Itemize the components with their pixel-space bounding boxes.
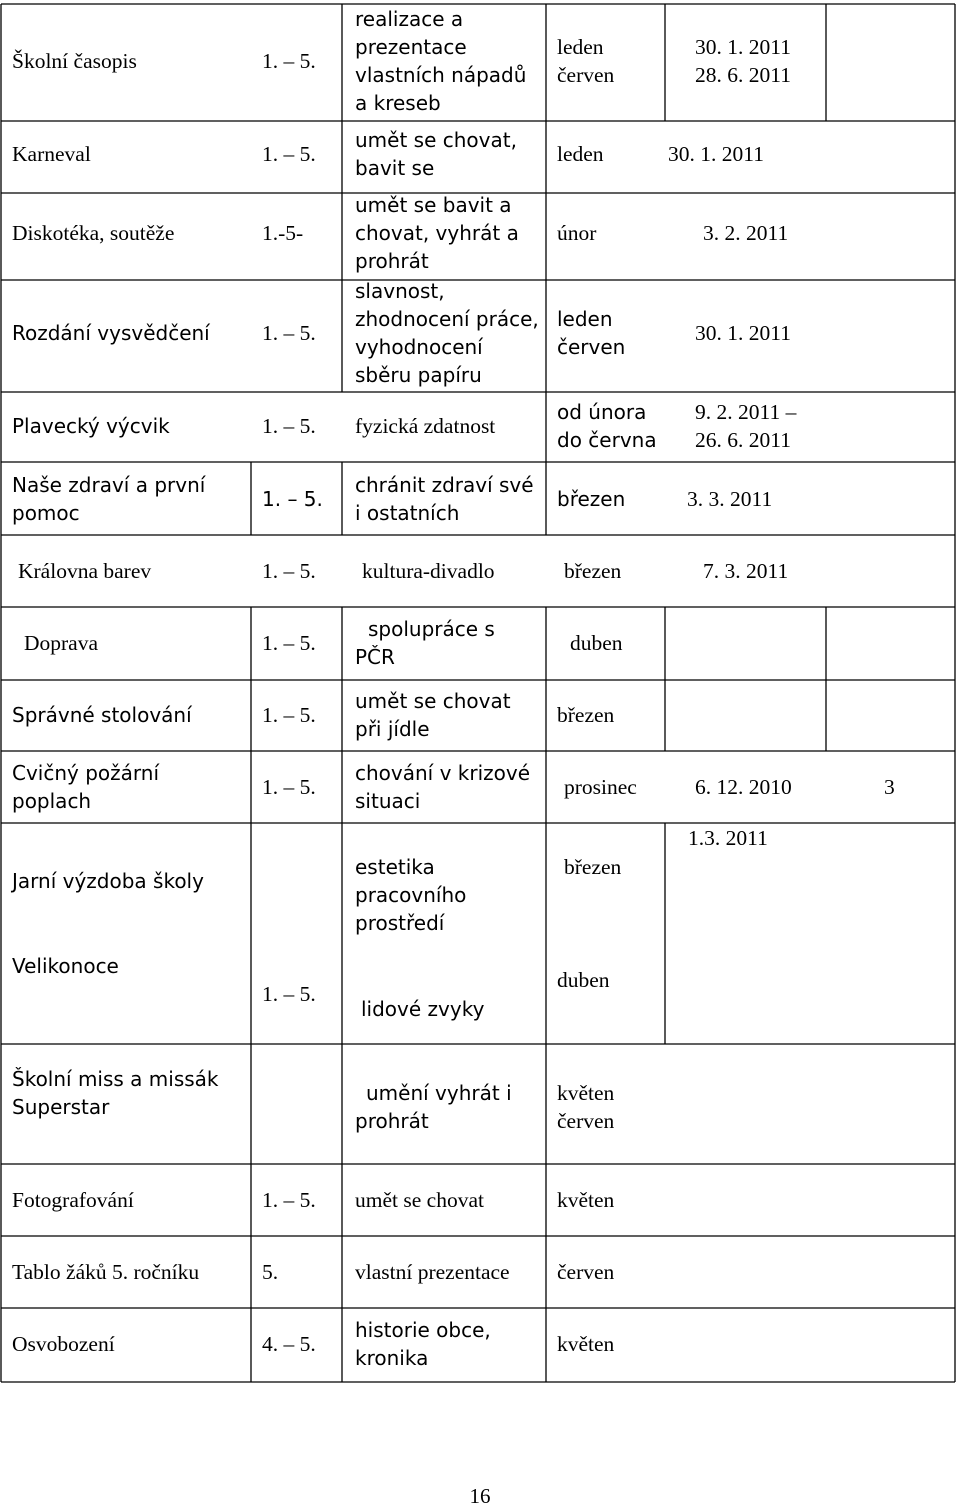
miss-name-1: Školní miss a missák	[12, 1067, 219, 1091]
pozarni-name-2: poplach	[12, 789, 92, 813]
vyzdoba-name: Jarní výzdoba školy	[12, 869, 204, 893]
skolni-casopis-date-1: 30. 1. 2011	[695, 35, 791, 59]
rozdani-grade: 1. – 5.	[262, 321, 316, 345]
foto-name: Fotografování	[12, 1188, 134, 1212]
rozdani-goal-3: vyhodnocení	[355, 335, 483, 359]
velikonoce-name: Velikonoce	[12, 954, 119, 978]
diskoteka-goal-1: umět se bavit a	[355, 193, 512, 217]
stolovani-goal-2: při jídle	[355, 717, 430, 741]
pozarni-goal-1: chování v krizové	[355, 761, 531, 785]
velikonoce-goal: lidové zvyky	[361, 997, 485, 1021]
doprava-month: duben	[570, 631, 623, 655]
karneval-month: leden	[557, 142, 604, 166]
stolovani-name: Správné stolování	[12, 703, 192, 727]
tablo-goal: vlastní prezentace	[355, 1260, 510, 1284]
skolni-casopis-goal-3: vlastních nápadů	[355, 63, 527, 87]
skolni-casopis-date-2: 28. 6. 2011	[695, 63, 791, 87]
zdravi-goal-2: i ostatních	[355, 501, 460, 525]
osvobozeni-goal-1: historie obce,	[355, 1318, 491, 1342]
diskoteka-date: 3. 2. 2011	[703, 221, 789, 245]
kralovna-grade: 1. – 5.	[262, 559, 316, 583]
zdravi-grade: 1. – 5.	[262, 487, 323, 511]
foto-goal: umět se chovat	[355, 1188, 484, 1212]
doprava-goal-1: spolupráce s	[368, 617, 495, 641]
miss-goal-1: umění vyhrát i	[366, 1081, 512, 1105]
doprava-name: Doprava	[24, 631, 99, 655]
diskoteka-name: Diskotéka, soutěže	[12, 221, 175, 245]
kralovna-name: Královna barev	[18, 559, 152, 583]
page-number: 16	[469, 1484, 491, 1508]
karneval-date: 30. 1. 2011	[668, 142, 764, 166]
vyzdoba-goal-3: prostředí	[355, 911, 445, 935]
rozdani-goal-4: sběru papíru	[355, 363, 482, 387]
zdravi-month: březen	[557, 487, 626, 511]
osvobozeni-month: květen	[557, 1332, 615, 1356]
plavecky-date-2: 26. 6. 2011	[695, 428, 791, 452]
pozarni-goal-2: situaci	[355, 789, 421, 813]
plavecky-month-1: od února	[557, 400, 647, 424]
stolovani-goal-1: umět se chovat	[355, 689, 511, 713]
osvobozeni-grade: 4. – 5.	[262, 1332, 316, 1356]
velikonoce-grade: 1. – 5.	[262, 982, 316, 1006]
miss-month-1: květen	[557, 1081, 615, 1105]
skolni-casopis-goal-2: prezentace	[355, 35, 467, 59]
kralovna-goal: kultura-divadlo	[362, 559, 495, 583]
tablo-name: Tablo žáků 5. ročníku	[12, 1260, 200, 1284]
pozarni-name-1: Cvičný požární	[12, 761, 160, 785]
plavecky-name: Plavecký výcvik	[12, 414, 170, 438]
skolni-casopis-name: Školní časopis	[12, 49, 137, 73]
vyzdoba-month: březen	[564, 855, 622, 879]
skolni-casopis-goal-4: a kreseb	[355, 91, 441, 115]
zdravi-name-1: Naše zdraví a první	[12, 473, 206, 497]
plavecky-month-2: do června	[557, 428, 657, 452]
kralovna-date: 7. 3. 2011	[703, 559, 789, 583]
pozarni-grade: 1. – 5.	[262, 775, 316, 799]
diskoteka-grade: 1.-5-	[262, 221, 304, 245]
zdravi-goal-1: chránit zdraví své	[355, 473, 534, 497]
skolni-casopis-month-2: červen	[557, 63, 615, 87]
doprava-goal-2: PČR	[355, 645, 395, 669]
vyzdoba-goal-1: estetika	[355, 855, 435, 879]
rozdani-month-1: leden	[557, 307, 613, 331]
zdravi-date: 3. 3. 2011	[687, 487, 773, 511]
miss-name-2: Superstar	[12, 1095, 110, 1119]
karneval-goal-2: bavit se	[355, 156, 435, 180]
diskoteka-month: únor	[557, 221, 597, 245]
pozarni-date: 6. 12. 2010	[695, 775, 792, 799]
stolovani-grade: 1. – 5.	[262, 703, 316, 727]
velikonoce-month: duben	[557, 968, 610, 992]
kralovna-month: březen	[564, 559, 622, 583]
rozdani-date: 30. 1. 2011	[695, 321, 791, 345]
foto-month: květen	[557, 1188, 615, 1212]
diskoteka-goal-2: chovat, vyhrát a	[355, 221, 519, 245]
tablo-grade: 5.	[262, 1260, 279, 1284]
skolni-casopis-grade: 1. – 5.	[262, 49, 316, 73]
osvobozeni-name: Osvobození	[12, 1332, 115, 1356]
foto-grade: 1. – 5.	[262, 1188, 316, 1212]
karneval-goal-1: umět se chovat,	[355, 128, 517, 152]
pozarni-extra: 3	[884, 775, 895, 799]
rozdani-goal-1: slavnost,	[355, 279, 445, 303]
skolni-casopis-month-1: leden	[557, 35, 604, 59]
karneval-name: Karneval	[12, 142, 91, 166]
tablo-month: červen	[557, 1260, 615, 1284]
plavecky-goal: fyzická zdatnost	[355, 414, 496, 438]
plavecky-grade: 1. – 5.	[262, 414, 316, 438]
karneval-grade: 1. – 5.	[262, 142, 316, 166]
osvobozeni-goal-2: kronika	[355, 1346, 429, 1370]
zdravi-name-2: pomoc	[12, 501, 80, 525]
rozdani-goal-2: zhodnocení práce,	[355, 307, 539, 331]
doprava-grade: 1. – 5.	[262, 631, 316, 655]
miss-month-2: červen	[557, 1109, 615, 1133]
diskoteka-goal-3: prohrát	[355, 249, 429, 273]
plavecky-date-1: 9. 2. 2011 –	[695, 400, 797, 424]
rozdani-month-2: červen	[557, 335, 626, 359]
vyzdoba-goal-2: pracovního	[355, 883, 467, 907]
vyzdoba-date: 1.3. 2011	[688, 826, 768, 850]
pozarni-month: prosinec	[564, 775, 637, 799]
miss-goal-2: prohrát	[355, 1109, 429, 1133]
rozdani-name: Rozdání vysvědčení	[12, 321, 210, 345]
skolni-casopis-goal-1: realizace a	[355, 7, 464, 31]
stolovani-month: březen	[557, 703, 615, 727]
